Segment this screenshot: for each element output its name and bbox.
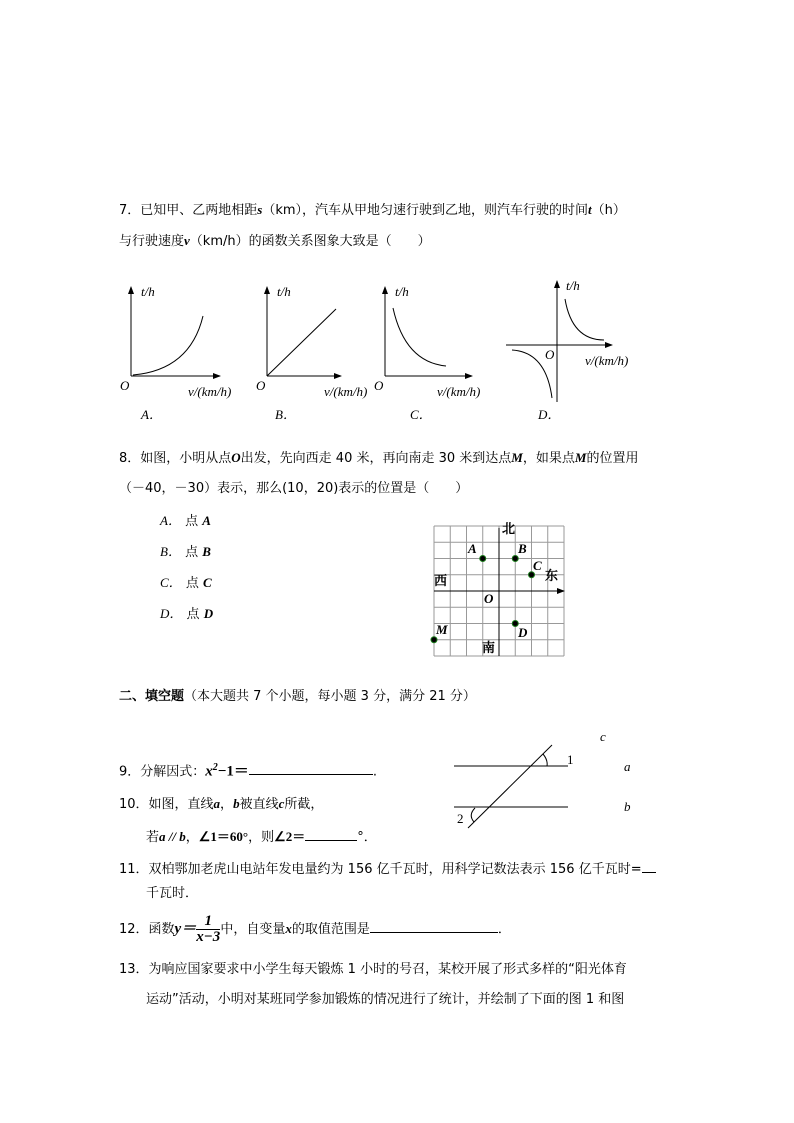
q8-option-c[interactable]: [160, 575, 212, 592]
expr: −1＝: [217, 763, 249, 780]
text: x: [285, 921, 292, 936]
map-south: 南: [482, 641, 496, 656]
point-m: M: [574, 450, 587, 465]
point-m: M: [511, 450, 523, 465]
graph-a-xlabel: v/(km/h): [188, 384, 232, 399]
section-2-heading: [119, 689, 476, 705]
text: y＝: [174, 921, 197, 937]
graph-d: [506, 281, 612, 402]
option-letter: C．: [160, 575, 182, 590]
text: D: [203, 606, 214, 621]
q9: [119, 760, 377, 780]
q11-line1: [119, 860, 656, 878]
q8-line2: （－40，－30）表示，那么(10，20)表示的位置是（ ）: [119, 481, 469, 496]
text: 中，自变量: [220, 922, 286, 937]
q11-answer-blank[interactable]: [642, 860, 656, 873]
map-east: 东: [545, 569, 559, 584]
text: 的取值范围是: [291, 922, 370, 937]
map-label-b: B: [518, 541, 527, 556]
text: A: [202, 513, 211, 528]
text: °．: [357, 830, 377, 845]
var-t: t: [588, 202, 592, 217]
text: 点: [185, 514, 199, 529]
numerator: 1: [204, 913, 213, 929]
q13-line2: 运动”活动，小明对某班同学参加锻炼的情况进行了统计，并绘制了下面的图 1 和图: [146, 992, 625, 1007]
section-desc: （本大题共 7 个小题，每小题 3 分，满分 21 分）: [184, 689, 476, 704]
text: B: [202, 544, 211, 559]
map-origin: O: [484, 591, 494, 606]
option-d-label: D．: [538, 407, 561, 422]
section-title: 二、填空题: [119, 689, 185, 704]
text: b: [233, 796, 240, 811]
q12-answer-blank[interactable]: [370, 920, 498, 933]
angle-2-label: 2: [457, 811, 464, 826]
expr: x: [205, 763, 213, 780]
text: （km/h）的函数关系图象大致是（ ）: [189, 234, 431, 249]
q9-answer-blank[interactable]: [249, 762, 373, 775]
q13-line1: 13．为响应国家要求中小学生每天锻炼 1 小时的号召，某校开展了形式多样的“阳光体育: [119, 962, 627, 977]
text: （h）: [591, 203, 626, 218]
text: 9．分解因式：: [119, 764, 206, 780]
option-b-label: B．: [275, 407, 296, 422]
graph-a: [131, 287, 220, 376]
q8-option-a[interactable]: [160, 513, 211, 530]
graph-d-origin: O: [545, 347, 555, 362]
q10-line2: 若a // b，∠1＝60°，则∠2＝ °．: [146, 829, 377, 845]
text: ，如果点: [522, 451, 575, 466]
fraction: [196, 914, 220, 945]
text: 被直线: [239, 797, 279, 812]
line-a-label: a: [624, 759, 631, 774]
map-label-a: A: [468, 541, 477, 556]
map-west: 西: [434, 574, 448, 589]
option-letter: B．: [160, 544, 181, 559]
text: 7．已知甲、乙两地相距: [119, 203, 258, 218]
graph-c-ylabel: t/h: [395, 284, 409, 299]
map-point-a: [480, 556, 486, 562]
q11-line2: 千瓦时．: [146, 886, 199, 901]
parallel-lines-figure: [454, 745, 568, 828]
text: 若: [146, 830, 160, 845]
text: a // b: [159, 829, 186, 844]
text: 的位置用: [586, 451, 639, 466]
graph-c-xlabel: v/(km/h): [437, 384, 481, 399]
text: 所截，: [284, 797, 324, 812]
text: 10．如图，直线: [119, 797, 214, 812]
option-letter: D．: [160, 606, 183, 621]
graph-a-ylabel: t/h: [141, 284, 155, 299]
q8-option-b[interactable]: [160, 544, 211, 561]
q8-option-d[interactable]: [160, 606, 213, 623]
text: 点: [185, 545, 199, 560]
text: 12．函数: [119, 922, 175, 937]
graph-c-origin: O: [374, 378, 384, 393]
graph-b-ylabel: t/h: [277, 284, 291, 299]
graph-d-xlabel: v/(km/h): [585, 353, 629, 368]
text: ，: [220, 797, 234, 812]
map-label-m: M: [436, 622, 448, 637]
graph-b-origin: O: [256, 378, 266, 393]
text: c: [278, 796, 285, 811]
text: ．: [497, 922, 511, 937]
point-o: O: [231, 450, 241, 465]
text: ∠2＝: [274, 829, 306, 844]
map-north: 北: [502, 522, 516, 537]
text: ∠1＝60°: [198, 829, 249, 844]
text: 点: [186, 607, 200, 622]
option-a-label: A．: [141, 407, 162, 422]
graph-c: [385, 287, 472, 376]
var-s: s: [257, 202, 263, 217]
option-letter: A．: [160, 513, 181, 528]
map-axes: [434, 528, 564, 656]
q8-line1: [119, 450, 638, 467]
q10-answer-blank[interactable]: [305, 828, 357, 841]
text: 点: [185, 576, 199, 591]
graph-b-xlabel: v/(km/h): [324, 384, 368, 399]
q10-line1: [119, 796, 323, 813]
angle-1-label: 1: [567, 752, 574, 767]
line-b-label: b: [624, 799, 631, 814]
q12: [119, 912, 511, 947]
text: 与行驶速度: [119, 234, 185, 249]
text: 8．如图，小明从点: [119, 451, 232, 466]
text: .: [372, 764, 377, 780]
var-v: v: [184, 233, 190, 248]
graph-d-ylabel: t/h: [566, 278, 580, 293]
text: 11．双柏鄂加老虎山电站年发电量约为 156 亿千瓦时，用科学记数法表示 156 亿千瓦时=: [119, 862, 642, 877]
option-c-label: C．: [410, 407, 432, 422]
graph-a-origin: O: [120, 378, 130, 393]
denominator: x−3: [196, 929, 221, 945]
text: ，则: [248, 830, 275, 845]
map-label-d: D: [518, 625, 528, 640]
text: a: [213, 796, 221, 811]
expr: 2: [212, 762, 218, 773]
text: （km），汽车从甲地匀速行驶到乙地，则汽车行驶的时间: [262, 203, 589, 218]
line-c-label: c: [600, 729, 606, 744]
graph-b: [267, 287, 341, 376]
map-label-c: C: [533, 558, 542, 573]
text: 出发，先向西走 40 米，再向南走 30 米到达点: [240, 451, 512, 466]
text: C: [202, 575, 212, 590]
